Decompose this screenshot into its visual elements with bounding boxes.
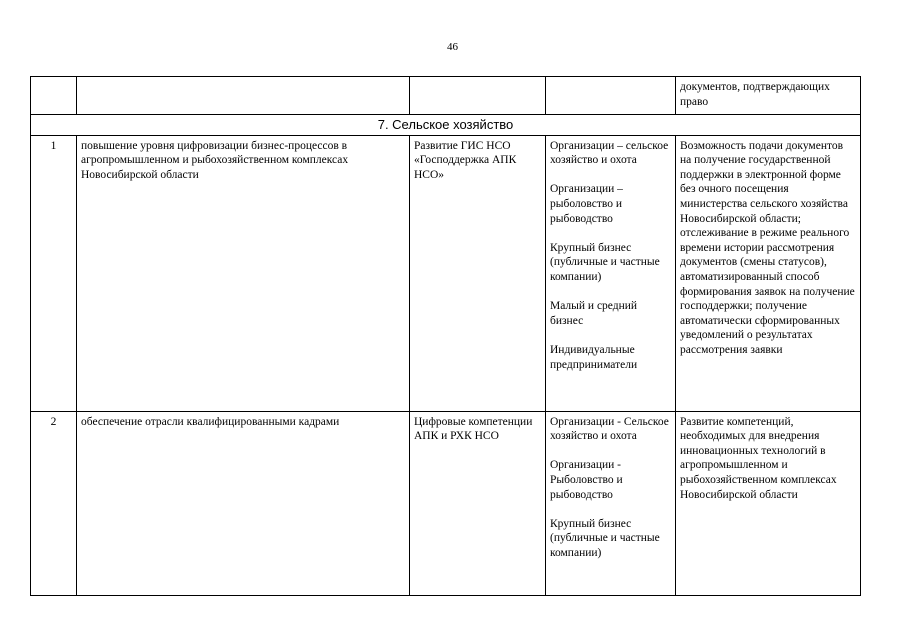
group-item: Малый и средний бизнес (550, 300, 638, 327)
cell-effect: Развитие компетенций, необходимых для внедрения инновационных технологий в агропромышленном и рыбохозяйственном комплексах Новосибирской области (676, 411, 861, 595)
group-item: Организации – рыболовство и рыбоводство (550, 183, 623, 225)
cell-project (410, 77, 546, 115)
cell-effect: документов, подтверждающих право (676, 77, 861, 115)
group-item: Крупный бизнес (публичные и частные компании) (550, 241, 660, 283)
group-item: Крупный бизнес (публичные и частные компании) (550, 517, 660, 559)
section-row (31, 115, 861, 136)
page-number: 46 (447, 41, 458, 53)
table-row (31, 135, 861, 411)
cell-groups (546, 77, 676, 115)
group-item: Организации - Сельское хозяйство и охота (550, 415, 669, 443)
cell-groups (546, 411, 676, 595)
table-row (31, 411, 861, 595)
cell-effect: Возможность подачи документов на получение государственной поддержки в электронной форме без очного посещения министерства сельского хозяйства Новосибирской области; отслеживание в режиме реального времени истории рассмотрения документов (смены статусов), автоматизированный способ формирования заявок на получение господдержки; получение автоматически сформированных уведомлений о результатах рассмотрения заявки (676, 135, 861, 411)
group-item: Организации - Рыболовство и рыбоводство (550, 459, 623, 501)
group-item: Организации – сельское хозяйство и охота (550, 139, 669, 167)
cell-number (31, 77, 77, 115)
cell-task: обеспечение отрасли квалифицированными кадрами (77, 411, 410, 595)
cell-task (77, 77, 410, 115)
cell-groups (546, 135, 676, 411)
group-item: Индивидуальные предприниматели (550, 343, 638, 371)
table-row-continuation (31, 77, 861, 115)
cell-number: 2 (31, 411, 77, 595)
cell-project: Развитие ГИС НСО «Господдержка АПК НСО» (410, 135, 546, 411)
cell-task: повышение уровня цифровизации бизнес-процессов в агропромышленном и рыбохозяйственном комплексах Новосибирской области (77, 135, 410, 411)
measures-table (30, 76, 861, 596)
section-title: 7. Сельское хозяйство (31, 115, 861, 136)
cell-project: Цифровые компетенции АПК и РХК НСО (410, 411, 546, 595)
cell-number: 1 (31, 135, 77, 411)
